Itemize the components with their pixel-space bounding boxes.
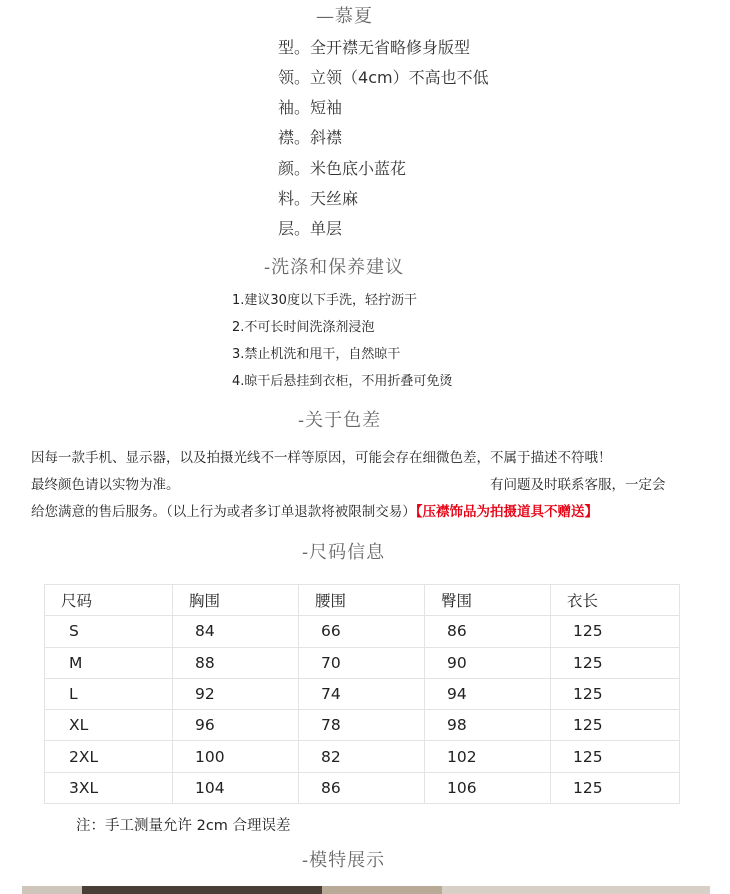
table-cell: 94 bbox=[425, 678, 551, 709]
spec-key: 型 bbox=[278, 38, 295, 57]
model-photo bbox=[442, 886, 710, 894]
table-cell: 3XL bbox=[45, 772, 173, 803]
table-cell: 74 bbox=[299, 678, 425, 709]
table-row bbox=[45, 647, 680, 678]
table-row bbox=[45, 710, 680, 741]
column-header: 尺码 bbox=[45, 585, 173, 616]
table-cell: 96 bbox=[173, 710, 299, 741]
color-diff-line: 因每一款手机、显示器，以及拍摄光线不一样等原因，可能会存在细微色差，不属于描述不符哦！ bbox=[31, 450, 612, 466]
spec-key: 领 bbox=[278, 68, 295, 87]
spec-value: 米色底小蓝花 bbox=[310, 159, 407, 178]
spec-value: 全开襟无省略修身版型 bbox=[310, 38, 471, 57]
care-item: 3.禁止机洗和甩干，自然晾干 bbox=[232, 347, 401, 362]
table-cell: 106 bbox=[425, 772, 551, 803]
care-item: 2.不可长时间洗涤剂浸泡 bbox=[232, 320, 375, 335]
color-diff-line: 有问题及时联系客服，一定会 bbox=[490, 477, 666, 493]
table-cell: 86 bbox=[299, 772, 425, 803]
spec-line: 型。全开襟无省略修身版型 bbox=[278, 38, 471, 57]
table-cell: 98 bbox=[425, 710, 551, 741]
spec-line: 领。立领（4cm）不高也不低 bbox=[278, 68, 489, 87]
spec-key: 料 bbox=[278, 189, 295, 208]
column-header: 腰围 bbox=[299, 585, 425, 616]
table-cell: 125 bbox=[551, 616, 680, 647]
table-cell: 2XL bbox=[45, 741, 173, 772]
table-cell: M bbox=[45, 647, 173, 678]
table-header-row bbox=[45, 585, 680, 616]
table-cell: 86 bbox=[425, 616, 551, 647]
column-header: 衣长 bbox=[551, 585, 680, 616]
column-header: 胸围 bbox=[173, 585, 299, 616]
table-cell: L bbox=[45, 678, 173, 709]
spec-key: 层 bbox=[278, 219, 295, 238]
model-photo bbox=[82, 886, 322, 894]
size-note: 注：手工测量允许 2cm 合理误差 bbox=[76, 818, 291, 834]
spec-line: 料。天丝麻 bbox=[278, 189, 359, 208]
table-cell: 125 bbox=[551, 772, 680, 803]
column-header: 臀围 bbox=[425, 585, 551, 616]
model-photo bbox=[22, 886, 82, 894]
spec-value: 斜襟 bbox=[310, 128, 343, 147]
model-photo-strip bbox=[22, 886, 710, 894]
product-name: —慕夏 bbox=[316, 6, 373, 27]
size-table bbox=[44, 584, 680, 804]
table-cell: 88 bbox=[173, 647, 299, 678]
table-cell: 90 bbox=[425, 647, 551, 678]
spec-line: 颜。米色底小蓝花 bbox=[278, 159, 407, 178]
care-title: -洗涤和保养建议 bbox=[264, 257, 405, 278]
table-cell: 92 bbox=[173, 678, 299, 709]
table-cell: 104 bbox=[173, 772, 299, 803]
table-cell: 70 bbox=[299, 647, 425, 678]
after-sales-text: 给您满意的售后服务。（以上行为或者多订单退款将被限制交易） bbox=[31, 504, 416, 520]
color-diff-line: 最终颜色请以实物为准。 bbox=[31, 477, 180, 493]
table-cell: S bbox=[45, 616, 173, 647]
spec-value: 单层 bbox=[310, 219, 343, 238]
size-title: -尺码信息 bbox=[302, 542, 386, 563]
spec-value: 立领（4cm）不高也不低 bbox=[310, 68, 489, 87]
table-cell: 100 bbox=[173, 741, 299, 772]
model-photo bbox=[322, 886, 442, 894]
care-item: 4.晾干后悬挂到衣柜，不用折叠可免烫 bbox=[232, 374, 453, 389]
spec-line: 层。单层 bbox=[278, 219, 343, 238]
spec-line: 襟。斜襟 bbox=[278, 128, 343, 147]
table-cell: 82 bbox=[299, 741, 425, 772]
spec-line: 袖。短袖 bbox=[278, 98, 343, 117]
table-cell: XL bbox=[45, 710, 173, 741]
color-diff-line bbox=[31, 500, 598, 520]
table-row bbox=[45, 678, 680, 709]
table-cell: 84 bbox=[173, 616, 299, 647]
prop-notice: 【压襟饰品为拍摄道具不赠送】 bbox=[415, 504, 598, 520]
table-row bbox=[45, 772, 680, 803]
spec-key: 袖 bbox=[278, 98, 295, 117]
table-cell: 66 bbox=[299, 616, 425, 647]
spec-key: 襟 bbox=[278, 128, 295, 147]
table-cell: 78 bbox=[299, 710, 425, 741]
model-title: -模特展示 bbox=[302, 850, 386, 871]
table-cell: 125 bbox=[551, 741, 680, 772]
spec-key: 颜 bbox=[278, 159, 295, 178]
spec-value: 天丝麻 bbox=[310, 189, 359, 208]
color-diff-title: -关于色差 bbox=[298, 410, 382, 431]
table-cell: 125 bbox=[551, 647, 680, 678]
table-cell: 102 bbox=[425, 741, 551, 772]
table-row bbox=[45, 741, 680, 772]
table-cell: 125 bbox=[551, 710, 680, 741]
table-cell: 125 bbox=[551, 678, 680, 709]
spec-value: 短袖 bbox=[310, 98, 343, 117]
care-item: 1.建议30度以下手洗，轻拧沥干 bbox=[232, 293, 417, 308]
table-row bbox=[45, 616, 680, 647]
